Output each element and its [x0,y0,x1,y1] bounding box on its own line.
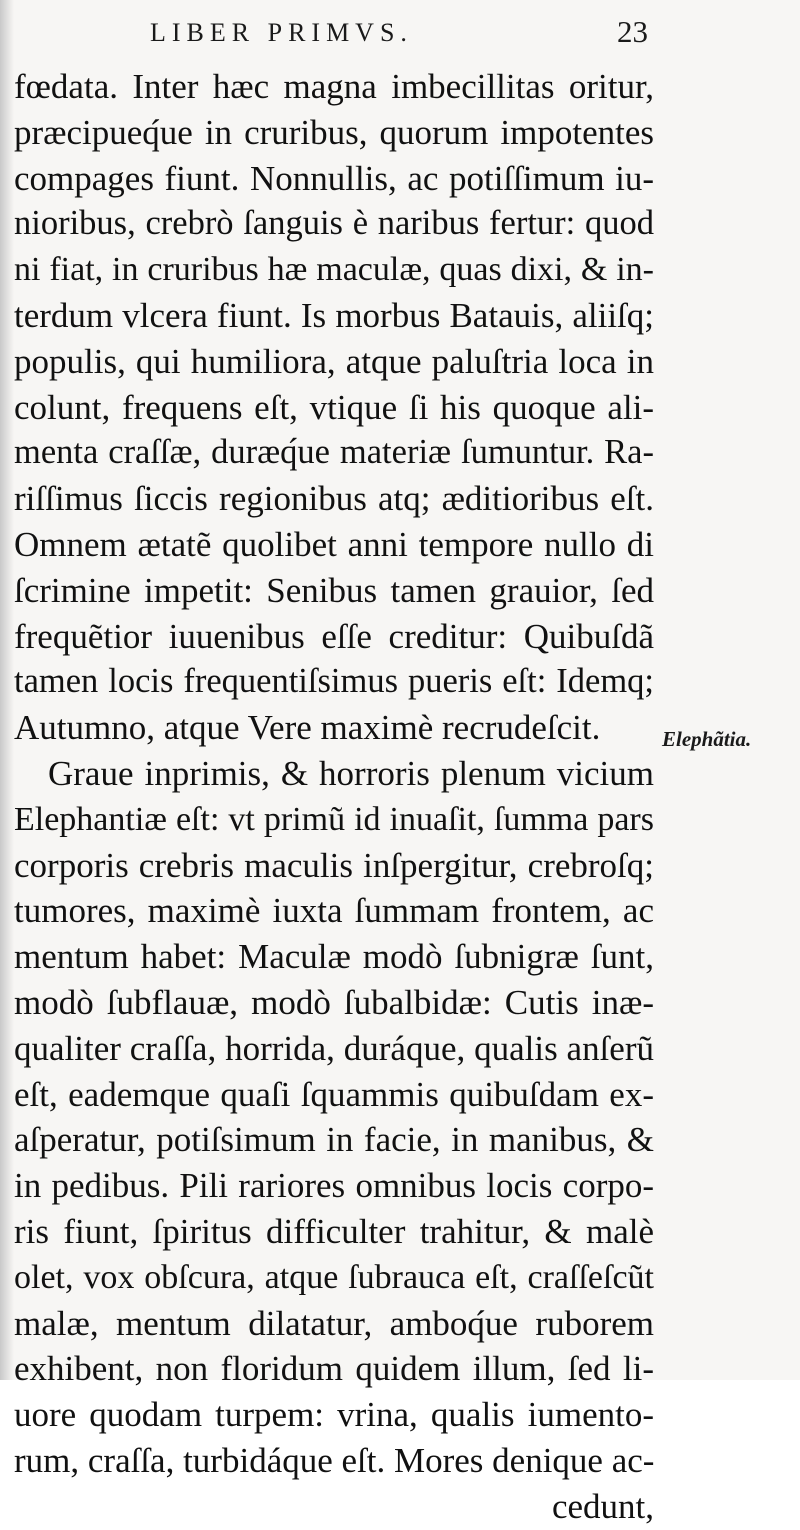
running-title: LIBER PRIMVS. [150,18,413,47]
text-line: uore quodam turpem: vrina, qualis iumento- [14,1395,654,1435]
text-line: ſcrimine impetit: Senibus tamen grauior, ſed [14,570,654,610]
text-line: rum, craſſa, turbidáque eſt. Mores denique ac- [14,1440,655,1480]
text-line: exhibent, non floridum quidem illum, ſed li- [14,1349,654,1389]
body-text [14,64,654,1530]
text-line: olet, vox obſcura, atque ſubrauca eſt, craſſeſcũt [14,1258,654,1296]
text-line: frequẽtior iuuenibus eſſe creditur: Quibuſdã [14,616,654,656]
text-line: tamen locis frequentiſsimus pueris eſt: Idemq; [14,662,654,701]
text-line: populis, qui humiliora, atque paluſtria loca in [14,341,654,381]
page-number: 23 [617,14,648,49]
text-line: eſt, eademque quaſi ſquammis quibuſdam ex- [14,1074,654,1114]
text-line: Elephantiæ eſt: vt primũ id inuaſit, ſumma pars [14,800,654,838]
text-line: fœdata. Inter hæc magna imbecillitas oritur, [14,67,654,106]
page-edge-shadow [0,0,14,1380]
text-line: compages fiunt. Nonnullis, ac potiſſimum iu- [14,158,654,198]
text-line: terdum vlcera fiunt. Is morbus Batauis, aliiſq; [14,295,654,335]
text-line: Autumno, atque Vere maximè recrudeſcit. [14,708,601,748]
text-line: ni fiat, in cruribus hæ maculæ, quas dixi, & in- [14,251,654,289]
text-line: modò ſubflauæ, modò ſubalbidæ: Cutis inæ- [14,982,654,1022]
text-line: aſperatur, potiſsimum in facie, in manibus, & [14,1120,654,1160]
text-line: tumores, maximè iuxta ſummam frontem, ac [14,891,654,931]
text-line: qualiter craſſa, horrida, duráque, qualis anſerũ [14,1028,654,1068]
text-line: mentum habet: Maculæ modò ſubnigræ ſunt, [14,937,654,977]
text-line: in pedibus. Pili rariores omnibus locis corpo- [14,1166,654,1206]
catchword: cedunt, [551,1486,654,1526]
text-line: nioribus, crebrò ſanguis è naribus fertur: quod [14,204,654,243]
text-line: colunt, frequens eſt, vtique ſi his quoque ali- [14,387,654,427]
text-line: malæ, mentum dilatatur, amboq́ue ruborem [14,1303,654,1343]
paragraph-first-line: Graue inprimis, & horroris plenum vicium [48,753,654,793]
text-line: riſſimus ſiccis regionibus atq; æditioribus eſt. [14,479,654,519]
margin-note: Elephãtia. [662,727,752,751]
text-line: menta craſſæ, duræq́ue materiæ ſumuntur. Ra- [14,433,654,472]
text-line: præcipueq́ue in cruribus, quorum impotentes [14,112,654,152]
text-line: Omnem ætatẽ quolibet anni tempore nullo di [14,524,654,564]
text-line: corporis crebris maculis inſpergitur, crebroſq; [14,845,654,885]
text-line: ris fiunt, ſpiritus difficulter trahitur, & malè [14,1211,654,1251]
